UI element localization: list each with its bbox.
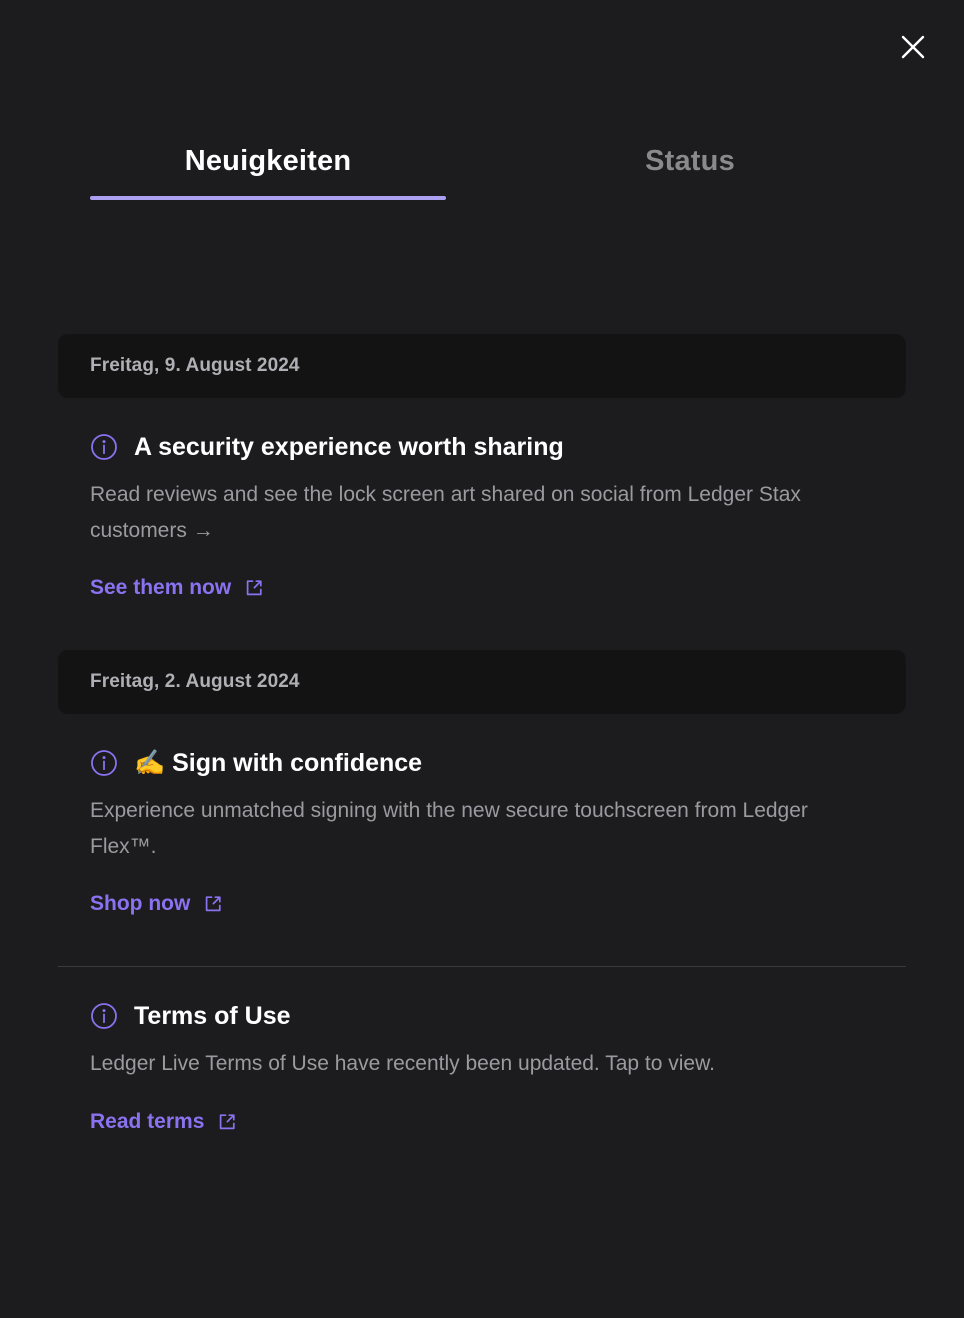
announcement-title: A security experience worth sharing — [134, 433, 564, 461]
external-link-icon — [217, 1112, 237, 1132]
terms-title-row — [90, 1001, 874, 1031]
info-circle-icon — [90, 1002, 118, 1030]
terms-title: Terms of Use — [134, 1002, 291, 1031]
announcement-description: Experience unmatched signing with the new secure touchscreen from Ledger Flex™. — [90, 799, 808, 859]
external-link-icon — [244, 578, 264, 598]
tab-status-label: Status — [645, 145, 735, 177]
close-icon — [900, 34, 926, 60]
read-terms-label: Read terms — [90, 1109, 205, 1133]
tab-bar — [0, 145, 964, 200]
announcement-description: Read reviews and see the lock screen art shared on social from Ledger Stax customers → — [90, 483, 801, 543]
announcement-item — [58, 748, 906, 916]
info-circle-icon — [90, 433, 118, 461]
date-header — [58, 334, 906, 398]
tab-neuigkeiten[interactable] — [90, 145, 446, 200]
info-circle-icon — [90, 749, 118, 777]
terms-of-use-item — [58, 1001, 906, 1133]
external-link-icon — [203, 894, 223, 914]
announcement-title: ✍️ Sign with confidence — [134, 749, 423, 778]
terms-description: Ledger Live Terms of Use have recently been updated. Tap to view. — [90, 1052, 715, 1076]
shop-now-label: Shop now — [90, 892, 191, 916]
section-divider — [58, 966, 906, 967]
announcement-title-row — [90, 432, 874, 462]
shop-now-link[interactable] — [90, 892, 223, 916]
tab-status[interactable] — [512, 145, 868, 200]
tab-neuigkeiten-label: Neuigkeiten — [184, 145, 352, 177]
close-button[interactable] — [892, 26, 934, 68]
see-them-now-label: See them now — [90, 576, 232, 600]
date-header — [58, 650, 906, 714]
announcements-list — [0, 334, 964, 1134]
date-header-label: Freitag, 9. August 2024 — [90, 355, 300, 376]
see-them-now-link[interactable] — [90, 576, 264, 600]
announcement-item — [58, 432, 906, 600]
date-header-label: Freitag, 2. August 2024 — [90, 671, 300, 693]
announcement-title-row — [90, 748, 874, 778]
read-terms-link[interactable] — [90, 1110, 237, 1134]
